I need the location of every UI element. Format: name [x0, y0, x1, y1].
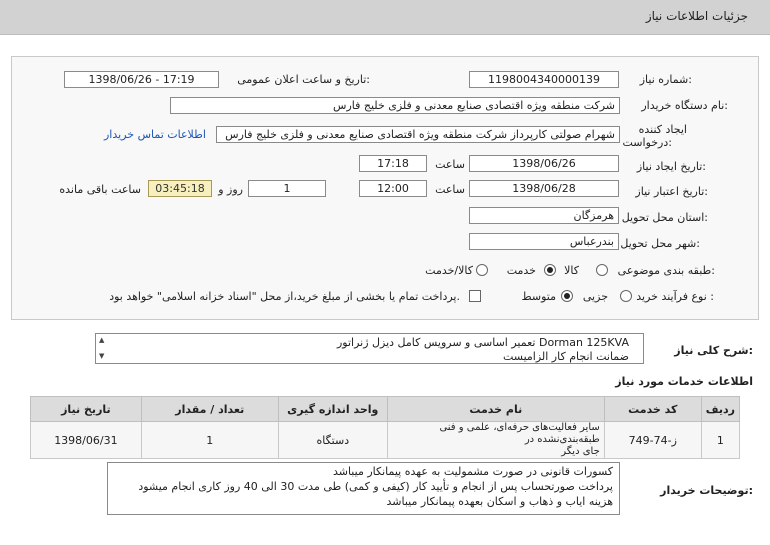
need-date-label: تاریخ ایجاد نیاز:: [636, 160, 706, 173]
buyer-notes-label: توضیحات خریدار:: [660, 484, 753, 497]
requester-label-2: درخواست:: [622, 136, 672, 149]
province-field: هرمزگان: [469, 207, 619, 224]
description-box[interactable]: [95, 333, 644, 364]
remaining-days-field: 1: [248, 180, 326, 197]
col-date: تاریخ نیاز: [31, 397, 142, 422]
purchase-process-label: نوع فرآیند خرید :: [636, 290, 714, 303]
requester-label: ایجاد کننده: [638, 123, 687, 136]
city-label: شهر محل تحویل:: [620, 237, 700, 250]
category-radio-goods-service[interactable]: [476, 264, 488, 276]
col-code: کد خدمت: [604, 397, 701, 422]
city-field: بندرعباس: [469, 233, 619, 250]
remaining-time-label: ساعت باقی مانده: [59, 183, 141, 196]
requester-field: شهرام صولتی کارپرداز شرکت منطقه ویژه اقتصادی صنایع معدنی و فلزی خلیج فارس: [216, 126, 620, 143]
need-date-field: 1398/06/26: [469, 155, 619, 172]
services-title: اطلاعات خدمات مورد نیاز: [615, 375, 753, 388]
cell-name-line-2: جای دیگر: [561, 446, 600, 457]
need-number-label: شماره نیاز:: [639, 73, 692, 86]
need-time-label: ساعت: [435, 158, 465, 171]
category-goods-label: کالا: [564, 264, 579, 277]
need-number-field: 1198004340000139: [469, 71, 619, 88]
process-radio-minor[interactable]: [620, 290, 632, 302]
category-label: طبقه بندی موضوعی:: [617, 264, 715, 277]
description-label: شرح کلی نیاز:: [674, 344, 753, 357]
category-goods-service-label: کالا/خدمت: [425, 264, 473, 277]
treasury-payment-note: پرداخت تمام یا بخشی از مبلغ خرید،از محل "اسناد خزانه اسلامی" خواهد بود.: [109, 290, 460, 303]
process-radio-medium[interactable]: [561, 290, 573, 302]
province-label: استان محل تحویل:: [621, 211, 708, 224]
page-header: [0, 0, 770, 35]
description-line-2: ضمانت انجام کار الزامیست: [502, 350, 629, 363]
category-service-label: خدمت: [506, 264, 536, 277]
table-header-row: [31, 397, 740, 422]
col-qty: تعداد / مقدار: [141, 397, 278, 422]
page-title: جزئیات اطلاعات نیاز: [645, 9, 748, 23]
table-row: [31, 422, 740, 459]
cell-name-line-1: سایر فعالیت‌های حرفه‌ای، علمی و فنی طبقه‌بندی‌نشده در: [439, 422, 600, 445]
validity-date-label: تاریخ اعتبار نیاز:: [635, 185, 708, 198]
remaining-time-field: 03:45:18: [148, 180, 212, 197]
announce-datetime-field: 1398/06/26 - 17:19: [64, 71, 219, 88]
cell-row: 1: [701, 422, 739, 459]
buyer-org-field: شرکت منطقه ویژه اقتصادی صنایع معدنی و فلزی خلیج فارس: [170, 97, 620, 114]
scroll-down-icon[interactable]: ▼: [99, 352, 105, 360]
scroll-up-icon[interactable]: ▲: [99, 336, 105, 344]
col-name: نام خدمت: [387, 397, 604, 422]
cell-qty: 1: [141, 422, 278, 459]
category-radio-service[interactable]: [544, 264, 556, 276]
announce-datetime-label: تاریخ و ساعت اعلان عمومی:: [237, 73, 370, 86]
buyer-note-line-3: هزینه ایاب و ذهاب و اسکان بعهده پیمانکار میباشد: [386, 495, 613, 508]
need-time-field: 17:18: [359, 155, 427, 172]
col-row: ردیف: [701, 397, 739, 422]
buyer-contact-link[interactable]: اطلاعات تماس خریدار: [104, 128, 206, 141]
validity-date-field: 1398/06/28: [469, 180, 619, 197]
validity-time-label: ساعت: [435, 183, 465, 196]
cell-date: 1398/06/31: [31, 422, 142, 459]
validity-time-field: 12:00: [359, 180, 427, 197]
treasury-payment-checkbox[interactable]: [469, 290, 481, 302]
buyer-note-line-1: کسورات قانونی در صورت مشمولیت به عهده پیمانکار میباشد: [332, 465, 613, 478]
services-table: [30, 396, 740, 459]
description-line-1: تعمیر اساسی و سرویس کامل دیزل ژنراتور Dorman 125KVA: [336, 336, 629, 349]
cell-code: ز-74-749: [604, 422, 701, 459]
days-label: روز و: [218, 183, 243, 196]
process-medium-label: متوسط: [521, 290, 556, 303]
cell-name: [387, 422, 604, 459]
process-minor-label: جزیی: [582, 290, 608, 303]
cell-unit: دستگاه: [278, 422, 387, 459]
buyer-org-label: نام دستگاه خریدار:: [641, 99, 728, 112]
buyer-notes-box: [107, 462, 620, 515]
category-radio-goods[interactable]: [596, 264, 608, 276]
col-unit: واحد اندازه گیری: [278, 397, 387, 422]
buyer-note-line-2: پرداخت صورتحساب پس از انجام و تأیید کار (کیفی و کمی) طی مدت 30 الی 40 روز کاری انجام میشود: [138, 480, 613, 493]
